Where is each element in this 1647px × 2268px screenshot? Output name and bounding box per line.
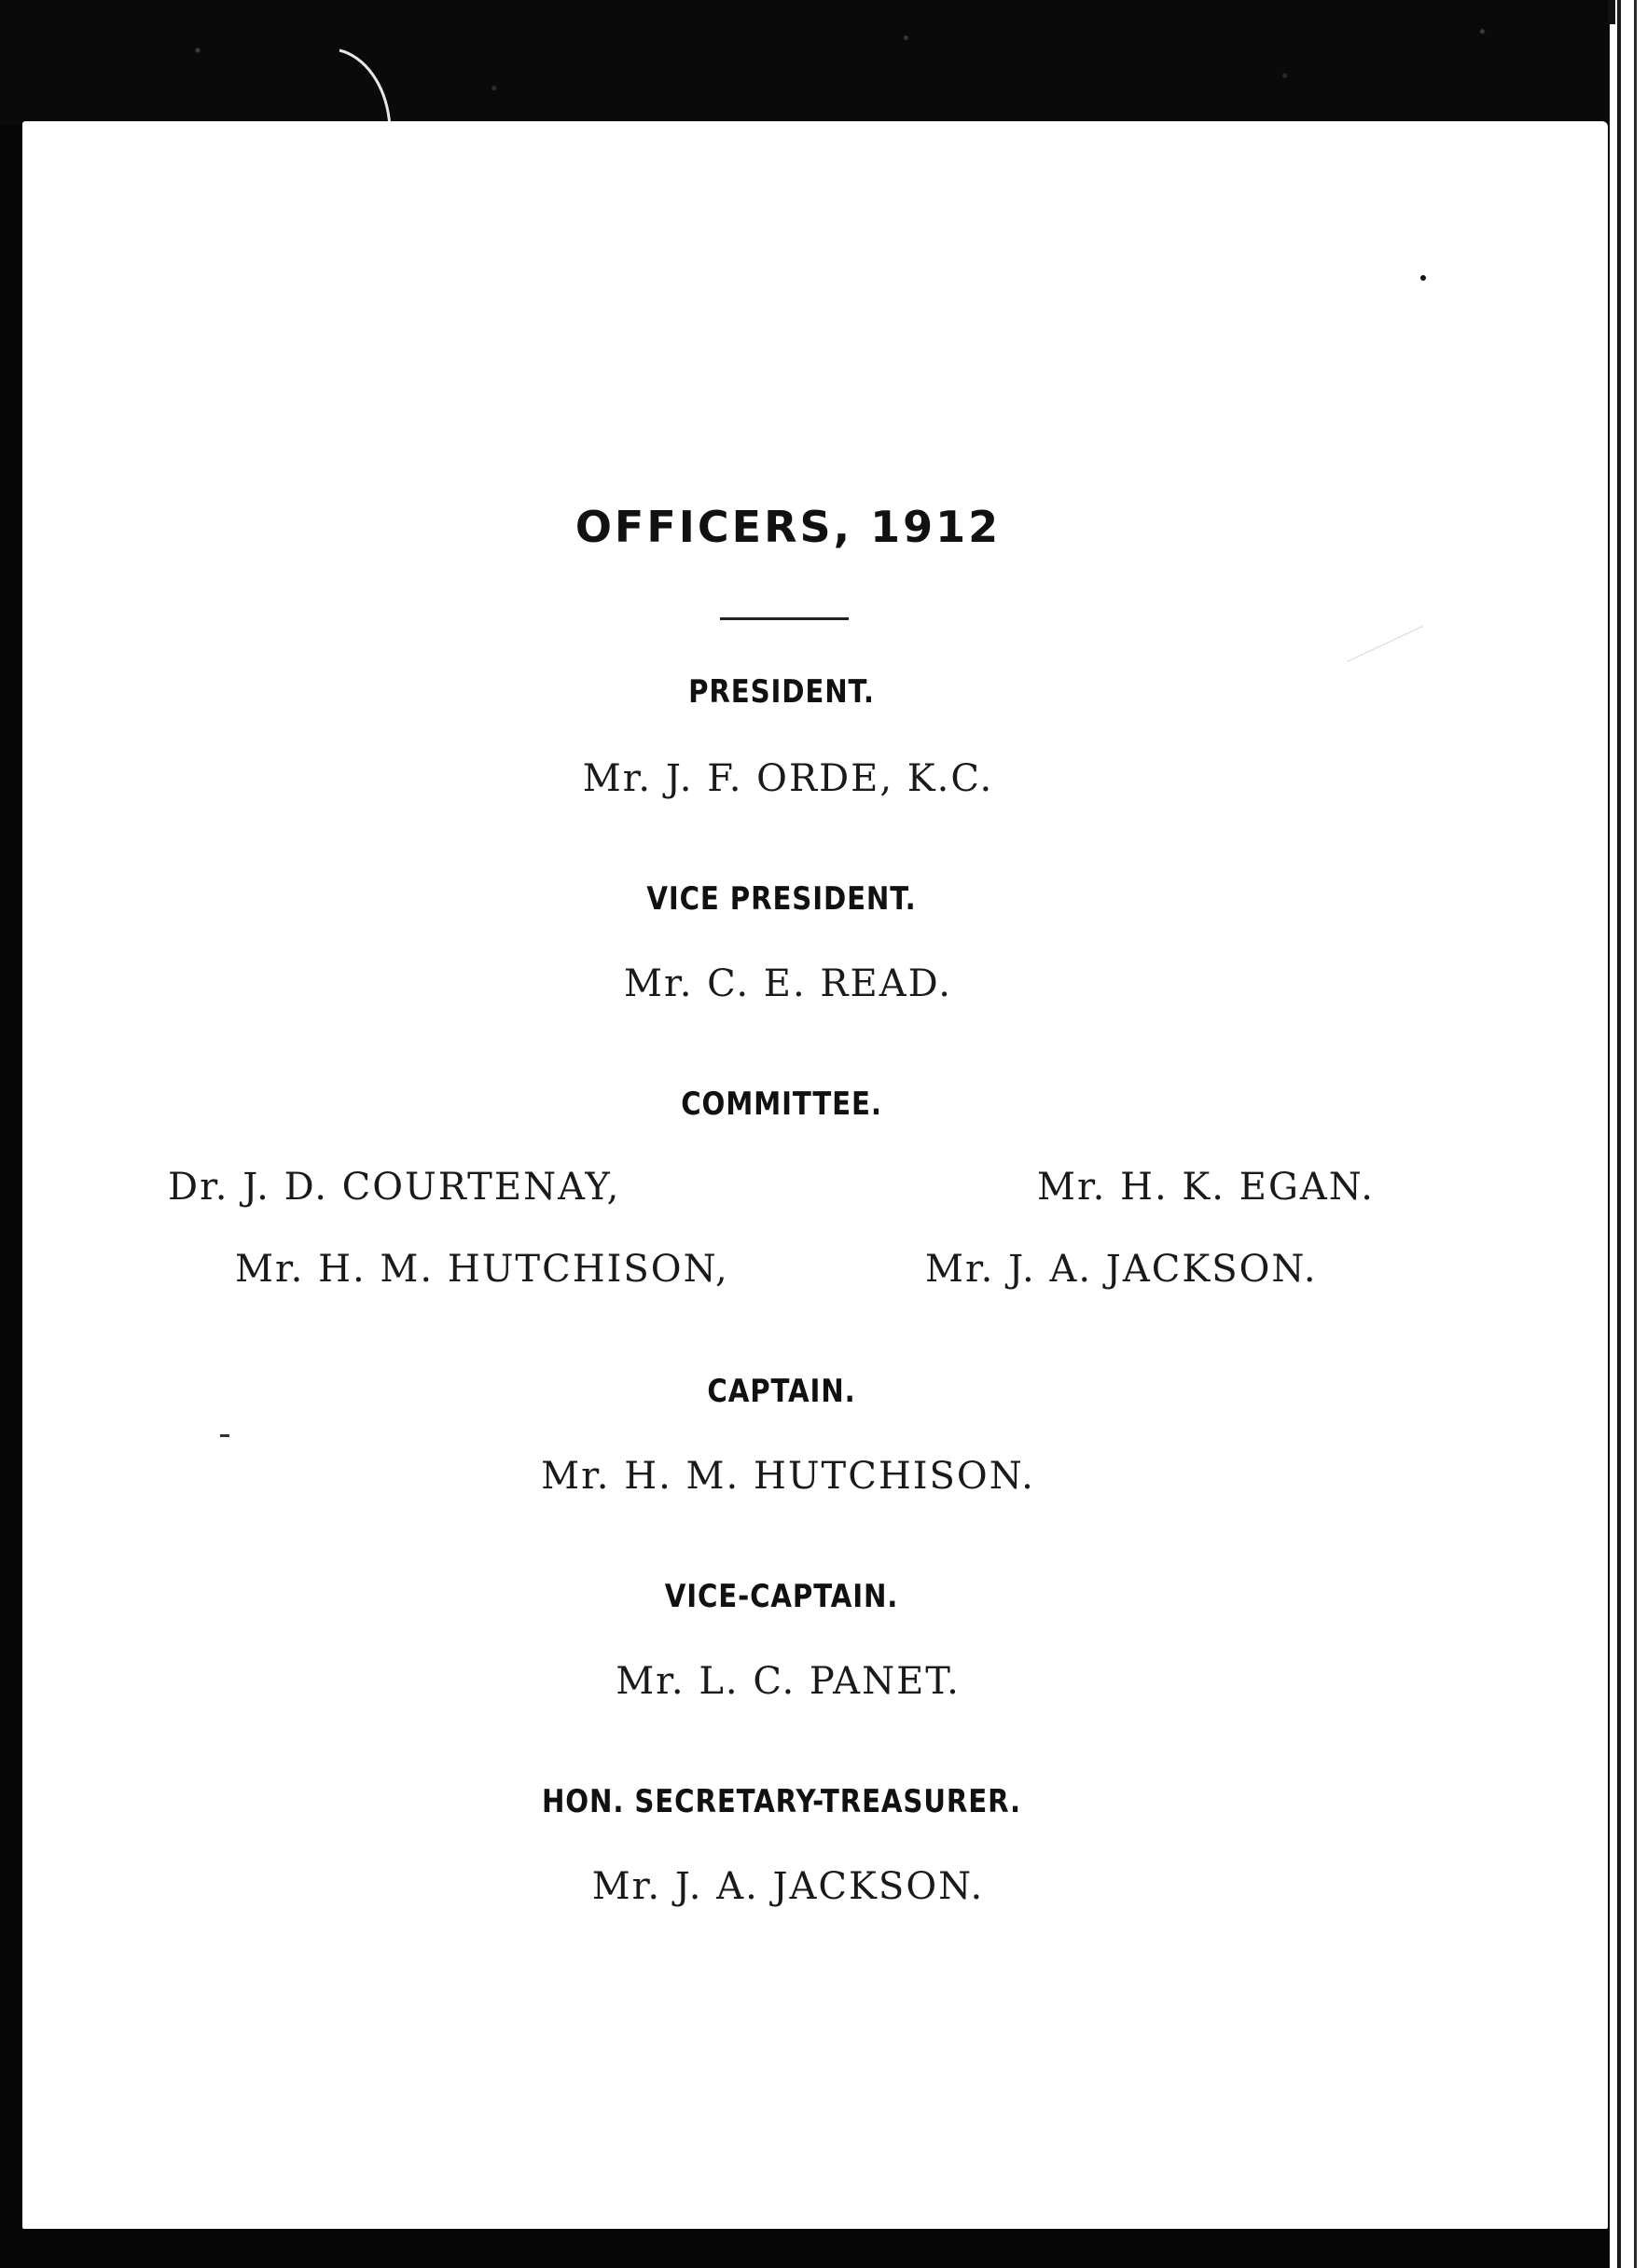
page-title: OFFICERS, 1912: [574, 502, 1002, 552]
president-name: Mr. J. F. ORDE, K.C.: [582, 757, 994, 800]
vice-captain-heading: VICE-CAPTAIN.: [664, 1578, 899, 1615]
committee-member: Dr. J. D. COURTENAY,: [168, 1166, 621, 1209]
vice-captain-name: Mr. L. C. PANET.: [616, 1660, 961, 1703]
committee-heading: COMMITTEE.: [681, 1086, 882, 1123]
vice-president-heading: VICE PRESIDENT.: [646, 880, 917, 918]
title-rule: [720, 617, 849, 620]
right-film-edge: [1610, 0, 1647, 2268]
bottom-film-border: [0, 2231, 1610, 2268]
captain-heading: CAPTAIN.: [707, 1373, 856, 1410]
vice-president-name: Mr. C. E. READ.: [624, 962, 952, 1005]
captain-name: Mr. H. M. HUTCHISON.: [541, 1455, 1035, 1498]
secretary-treasurer-name: Mr. J. A. JACKSON.: [591, 1865, 985, 1908]
president-heading: PRESIDENT.: [688, 673, 875, 711]
secretary-treasurer-heading: HON. SECRETARY-TREASURER.: [541, 1783, 1022, 1820]
committee-member: Mr. H. K. EGAN.: [1037, 1166, 1375, 1209]
committee-member: Mr. J. A. JACKSON.: [925, 1248, 1318, 1291]
committee-member: Mr. H. M. HUTCHISON,: [235, 1248, 729, 1291]
